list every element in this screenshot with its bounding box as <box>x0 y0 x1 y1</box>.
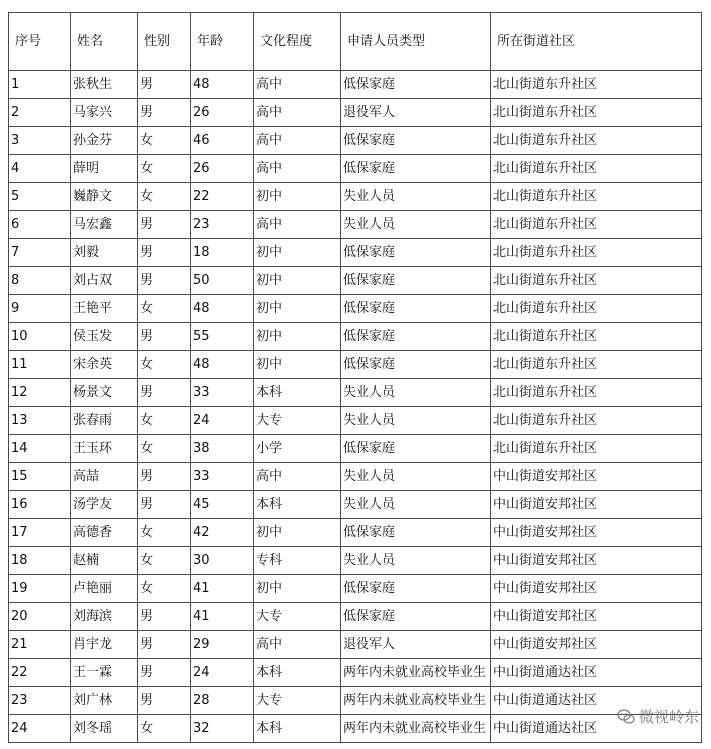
cell-name: 杨景文 <box>71 379 138 407</box>
cell-age: 18 <box>191 239 254 267</box>
table-row <box>9 659 702 687</box>
cell-gender: 男 <box>138 491 191 519</box>
wechat-bubble-icon <box>617 709 635 725</box>
table-header-row <box>9 13 702 71</box>
cell-name: 刘广林 <box>71 687 138 715</box>
cell-applicant-type: 低保家庭 <box>341 239 491 267</box>
cell-age: 26 <box>191 155 254 183</box>
cell-age: 42 <box>191 519 254 547</box>
table-row <box>9 491 702 519</box>
cell-name: 赵楠 <box>71 547 138 575</box>
table-row <box>9 519 702 547</box>
cell-gender: 男 <box>138 99 191 127</box>
cell-gender: 男 <box>138 687 191 715</box>
cell-education: 本科 <box>254 491 341 519</box>
cell-name: 刘冬瑶 <box>71 715 138 743</box>
cell-name: 薛明 <box>71 155 138 183</box>
cell-education: 高中 <box>254 631 341 659</box>
table-row <box>9 435 702 463</box>
table-row <box>9 463 702 491</box>
cell-community: 北山街道东升社区 <box>491 323 702 351</box>
cell-age: 28 <box>191 687 254 715</box>
cell-index: 24 <box>9 715 71 743</box>
cell-name: 汤学友 <box>71 491 138 519</box>
table-row <box>9 267 702 295</box>
cell-education: 专科 <box>254 547 341 575</box>
cell-education: 初中 <box>254 295 341 323</box>
cell-age: 45 <box>191 491 254 519</box>
header-cell-name: 姓名 <box>71 13 138 71</box>
table-row <box>9 351 702 379</box>
table-row <box>9 407 702 435</box>
table-row <box>9 295 702 323</box>
cell-education: 高中 <box>254 155 341 183</box>
cell-community: 北山街道东升社区 <box>491 295 702 323</box>
cell-index: 16 <box>9 491 71 519</box>
cell-education: 初中 <box>254 183 341 211</box>
cell-applicant-type: 低保家庭 <box>341 295 491 323</box>
cell-community: 中山街道通达社区 <box>491 715 702 743</box>
cell-education: 大专 <box>254 407 341 435</box>
cell-age: 46 <box>191 127 254 155</box>
cell-community: 北山街道东升社区 <box>491 155 702 183</box>
cell-index: 4 <box>9 155 71 183</box>
cell-age: 26 <box>191 99 254 127</box>
table-row <box>9 99 702 127</box>
cell-gender: 女 <box>138 715 191 743</box>
cell-name: 侯玉发 <box>71 323 138 351</box>
cell-gender: 女 <box>138 519 191 547</box>
cell-education: 大专 <box>254 603 341 631</box>
cell-applicant-type: 低保家庭 <box>341 575 491 603</box>
cell-community: 中山街道安邦社区 <box>491 519 702 547</box>
cell-applicant-type: 低保家庭 <box>341 323 491 351</box>
table-row <box>9 323 702 351</box>
cell-gender: 男 <box>138 71 191 99</box>
cell-community: 北山街道东升社区 <box>491 407 702 435</box>
cell-index: 15 <box>9 463 71 491</box>
header-cell-age: 年龄 <box>191 13 254 71</box>
cell-community: 北山街道东升社区 <box>491 183 702 211</box>
table-body <box>9 13 702 743</box>
cell-community: 北山街道东升社区 <box>491 435 702 463</box>
cell-education: 本科 <box>254 659 341 687</box>
cell-age: 23 <box>191 211 254 239</box>
cell-index: 12 <box>9 379 71 407</box>
table-row <box>9 71 702 99</box>
cell-index: 13 <box>9 407 71 435</box>
cell-community: 中山街道安邦社区 <box>491 575 702 603</box>
cell-index: 20 <box>9 603 71 631</box>
cell-community: 北山街道东升社区 <box>491 99 702 127</box>
cell-index: 23 <box>9 687 71 715</box>
cell-name: 刘占双 <box>71 267 138 295</box>
cell-community: 中山街道通达社区 <box>491 659 702 687</box>
cell-applicant-type: 低保家庭 <box>341 127 491 155</box>
cell-community: 北山街道东升社区 <box>491 211 702 239</box>
cell-name: 卢艳丽 <box>71 575 138 603</box>
cell-gender: 男 <box>138 211 191 239</box>
cell-education: 大专 <box>254 687 341 715</box>
cell-gender: 女 <box>138 155 191 183</box>
cell-gender: 女 <box>138 351 191 379</box>
cell-applicant-type: 低保家庭 <box>341 155 491 183</box>
cell-gender: 男 <box>138 323 191 351</box>
cell-gender: 男 <box>138 659 191 687</box>
cell-education: 初中 <box>254 575 341 603</box>
cell-community: 中山街道安邦社区 <box>491 491 702 519</box>
cell-applicant-type: 低保家庭 <box>341 603 491 631</box>
cell-gender: 女 <box>138 547 191 575</box>
cell-education: 初中 <box>254 323 341 351</box>
table-row <box>9 183 702 211</box>
table-row <box>9 155 702 183</box>
cell-applicant-type: 失业人员 <box>341 463 491 491</box>
cell-index: 14 <box>9 435 71 463</box>
cell-gender: 女 <box>138 435 191 463</box>
cell-gender: 男 <box>138 239 191 267</box>
cell-name: 王玉环 <box>71 435 138 463</box>
cell-community: 中山街道安邦社区 <box>491 547 702 575</box>
cell-name: 王艳平 <box>71 295 138 323</box>
cell-community: 北山街道东升社区 <box>491 267 702 295</box>
table-row <box>9 715 702 743</box>
cell-education: 初中 <box>254 519 341 547</box>
cell-community: 北山街道东升社区 <box>491 239 702 267</box>
table-row <box>9 127 702 155</box>
cell-education: 初中 <box>254 239 341 267</box>
header-cell-index: 序号 <box>9 13 71 71</box>
cell-age: 22 <box>191 183 254 211</box>
cell-age: 41 <box>191 575 254 603</box>
cell-education: 高中 <box>254 211 341 239</box>
cell-name: 张秋生 <box>71 71 138 99</box>
cell-gender: 女 <box>138 407 191 435</box>
cell-name: 马家兴 <box>71 99 138 127</box>
cell-age: 48 <box>191 351 254 379</box>
cell-name: 王一霖 <box>71 659 138 687</box>
cell-education: 初中 <box>254 267 341 295</box>
cell-age: 29 <box>191 631 254 659</box>
cell-gender: 男 <box>138 631 191 659</box>
cell-name: 马宏鑫 <box>71 211 138 239</box>
cell-community: 北山街道东升社区 <box>491 127 702 155</box>
cell-education: 高中 <box>254 127 341 155</box>
cell-index: 6 <box>9 211 71 239</box>
cell-age: 30 <box>191 547 254 575</box>
cell-applicant-type: 失业人员 <box>341 211 491 239</box>
cell-age: 32 <box>191 715 254 743</box>
cell-community: 中山街道安邦社区 <box>491 463 702 491</box>
cell-name: 刘毅 <box>71 239 138 267</box>
cell-applicant-type: 低保家庭 <box>341 351 491 379</box>
cell-name: 高喆 <box>71 463 138 491</box>
cell-index: 3 <box>9 127 71 155</box>
cell-index: 9 <box>9 295 71 323</box>
cell-age: 38 <box>191 435 254 463</box>
cell-community: 北山街道东升社区 <box>491 351 702 379</box>
cell-index: 18 <box>9 547 71 575</box>
cell-gender: 女 <box>138 295 191 323</box>
cell-index: 21 <box>9 631 71 659</box>
cell-gender: 女 <box>138 183 191 211</box>
cell-applicant-type: 退役军人 <box>341 631 491 659</box>
cell-education: 初中 <box>254 351 341 379</box>
cell-name: 高德香 <box>71 519 138 547</box>
cell-name: 宋余英 <box>71 351 138 379</box>
cell-community: 北山街道东升社区 <box>491 379 702 407</box>
cell-gender: 男 <box>138 463 191 491</box>
cell-applicant-type: 失业人员 <box>341 491 491 519</box>
cell-age: 24 <box>191 659 254 687</box>
cell-applicant-type: 低保家庭 <box>341 435 491 463</box>
cell-education: 高中 <box>254 99 341 127</box>
header-cell-community: 所在街道社区 <box>491 13 702 71</box>
cell-education: 高中 <box>254 463 341 491</box>
cell-education: 高中 <box>254 71 341 99</box>
cell-community: 中山街道安邦社区 <box>491 631 702 659</box>
table-row <box>9 211 702 239</box>
header-cell-applicant-type: 申请人员类型 <box>341 13 491 71</box>
table-row <box>9 575 702 603</box>
cell-index: 11 <box>9 351 71 379</box>
cell-applicant-type: 两年内未就业高校毕业生 <box>341 659 491 687</box>
cell-education: 小学 <box>254 435 341 463</box>
cell-applicant-type: 失业人员 <box>341 547 491 575</box>
cell-index: 17 <box>9 519 71 547</box>
cell-index: 2 <box>9 99 71 127</box>
cell-gender: 男 <box>138 267 191 295</box>
watermark-text: 微视岭东 <box>638 708 699 726</box>
cell-applicant-type: 低保家庭 <box>341 519 491 547</box>
cell-applicant-type: 低保家庭 <box>341 267 491 295</box>
table-row <box>9 687 702 715</box>
cell-age: 50 <box>191 267 254 295</box>
cell-education: 本科 <box>254 715 341 743</box>
watermark <box>617 706 699 727</box>
table-row <box>9 603 702 631</box>
cell-gender: 女 <box>138 127 191 155</box>
table-row <box>9 631 702 659</box>
table-row <box>9 547 702 575</box>
table-row <box>9 239 702 267</box>
cell-community: 中山街道安邦社区 <box>491 603 702 631</box>
cell-gender: 男 <box>138 603 191 631</box>
cell-name: 张春雨 <box>71 407 138 435</box>
cell-age: 33 <box>191 379 254 407</box>
cell-age: 48 <box>191 295 254 323</box>
applicant-table <box>8 12 702 743</box>
cell-name: 巍静文 <box>71 183 138 211</box>
cell-applicant-type: 失业人员 <box>341 407 491 435</box>
cell-index: 10 <box>9 323 71 351</box>
cell-applicant-type: 两年内未就业高校毕业生 <box>341 715 491 743</box>
cell-applicant-type: 退役军人 <box>341 99 491 127</box>
cell-applicant-type: 失业人员 <box>341 183 491 211</box>
cell-index: 7 <box>9 239 71 267</box>
cell-applicant-type: 低保家庭 <box>341 71 491 99</box>
cell-index: 5 <box>9 183 71 211</box>
cell-age: 48 <box>191 71 254 99</box>
cell-name: 孙金芬 <box>71 127 138 155</box>
cell-age: 33 <box>191 463 254 491</box>
cell-community: 北山街道东升社区 <box>491 71 702 99</box>
cell-applicant-type: 两年内未就业高校毕业生 <box>341 687 491 715</box>
cell-age: 24 <box>191 407 254 435</box>
table-row <box>9 379 702 407</box>
cell-age: 41 <box>191 603 254 631</box>
cell-community: 中山街道通达社区 <box>491 687 702 715</box>
cell-name: 肖宇龙 <box>71 631 138 659</box>
cell-index: 8 <box>9 267 71 295</box>
header-cell-education: 文化程度 <box>254 13 341 71</box>
cell-age: 55 <box>191 323 254 351</box>
cell-applicant-type: 失业人员 <box>341 379 491 407</box>
cell-education: 本科 <box>254 379 341 407</box>
cell-index: 19 <box>9 575 71 603</box>
header-cell-gender: 性别 <box>138 13 191 71</box>
cell-index: 22 <box>9 659 71 687</box>
cell-gender: 女 <box>138 575 191 603</box>
cell-gender: 男 <box>138 379 191 407</box>
cell-index: 1 <box>9 71 71 99</box>
cell-name: 刘海滨 <box>71 603 138 631</box>
